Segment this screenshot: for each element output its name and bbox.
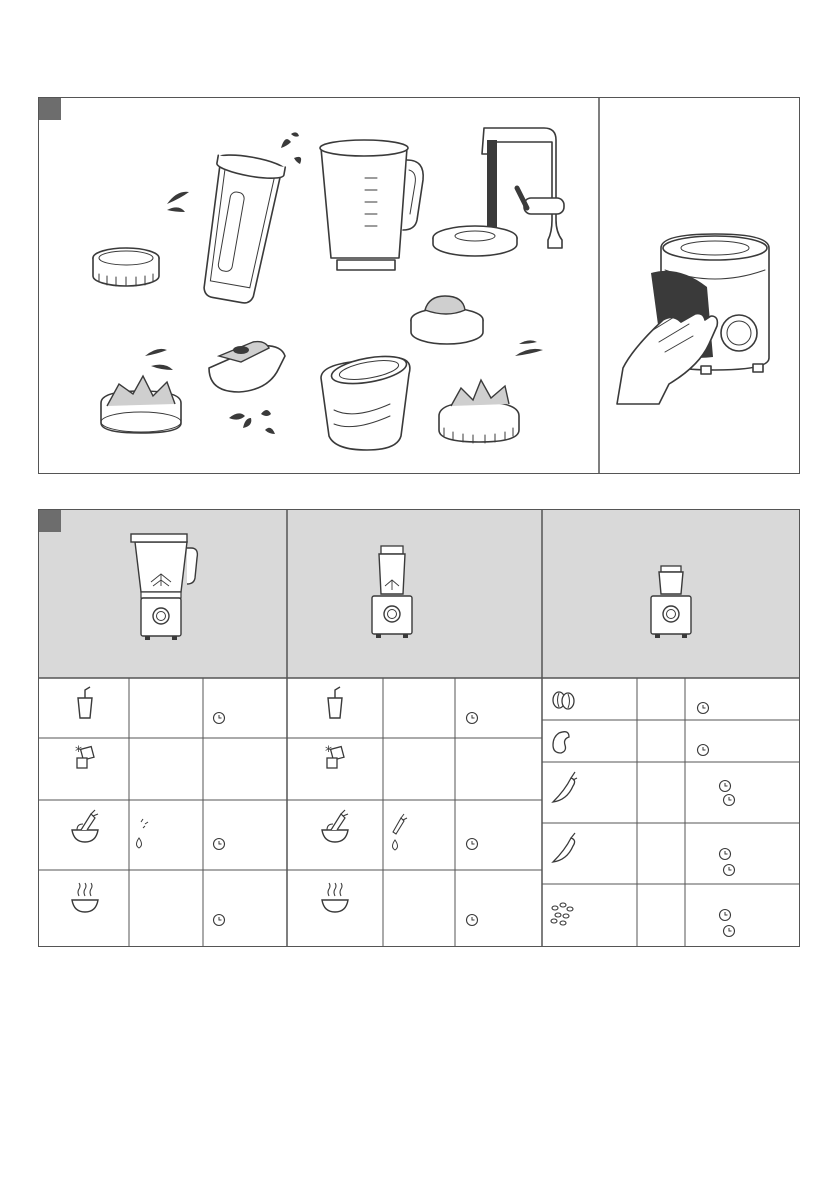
carrot-water-icon <box>393 814 408 850</box>
coffee-beans-icon <box>553 692 574 709</box>
cleaning-illustration <box>39 98 799 473</box>
small-jar-icon <box>321 352 410 450</box>
clock-icon <box>467 713 478 724</box>
grinder-blade-icon <box>101 376 181 433</box>
dried-chilli-icon <box>553 833 575 862</box>
splash-right-icon <box>515 340 543 356</box>
clock-icon <box>698 703 709 714</box>
col1-grid <box>39 678 799 946</box>
clock-icon <box>214 839 225 850</box>
soup-bowl-icon <box>322 883 348 912</box>
bottle-icon <box>194 151 286 306</box>
clock-icon <box>720 849 731 860</box>
red-chilli-icon <box>553 772 577 802</box>
drink-glass-icon <box>328 687 342 718</box>
bottle-flip-lid-icon <box>411 296 483 344</box>
clock-icon <box>214 713 225 724</box>
clock-icon <box>724 926 735 937</box>
soup-bowl-icon <box>72 883 98 912</box>
water-stream <box>487 140 497 230</box>
cleaning-figure <box>38 97 800 474</box>
clock-icon <box>698 745 709 756</box>
clock-icon <box>720 910 731 921</box>
clock-icon <box>724 795 735 806</box>
drops-icon <box>229 410 275 434</box>
drink-glass-icon <box>78 687 92 718</box>
splash-small-left-icon <box>145 349 173 370</box>
splash-top-icon <box>281 132 301 164</box>
splash-left-icon <box>167 192 189 212</box>
jar-ring-icon <box>93 248 159 286</box>
ice-cubes-icon <box>325 744 344 768</box>
flip-lid-icon <box>209 342 285 392</box>
cashew-icon <box>553 732 569 753</box>
clock-icon <box>467 915 478 926</box>
clock-icon <box>467 839 478 850</box>
jar-lid-icon <box>433 226 517 256</box>
vegetables-bowl-icon <box>322 810 348 842</box>
sprinkle-water-icon <box>137 819 149 848</box>
usage-table-grid: * <box>39 510 799 946</box>
clock-icon <box>214 915 225 926</box>
clock-icon <box>724 865 735 876</box>
seeds-icon <box>551 903 573 925</box>
control-knob-icon <box>721 315 757 351</box>
figure-badge <box>39 510 61 532</box>
usage-table <box>27 496 800 947</box>
blender-jar-icon <box>320 140 423 270</box>
clock-icon <box>720 781 731 792</box>
vegetables-bowl-icon <box>72 810 98 842</box>
ice-cubes-icon <box>75 744 94 768</box>
cup-blade-icon <box>439 380 519 443</box>
wipe-base-illustration <box>617 234 769 404</box>
